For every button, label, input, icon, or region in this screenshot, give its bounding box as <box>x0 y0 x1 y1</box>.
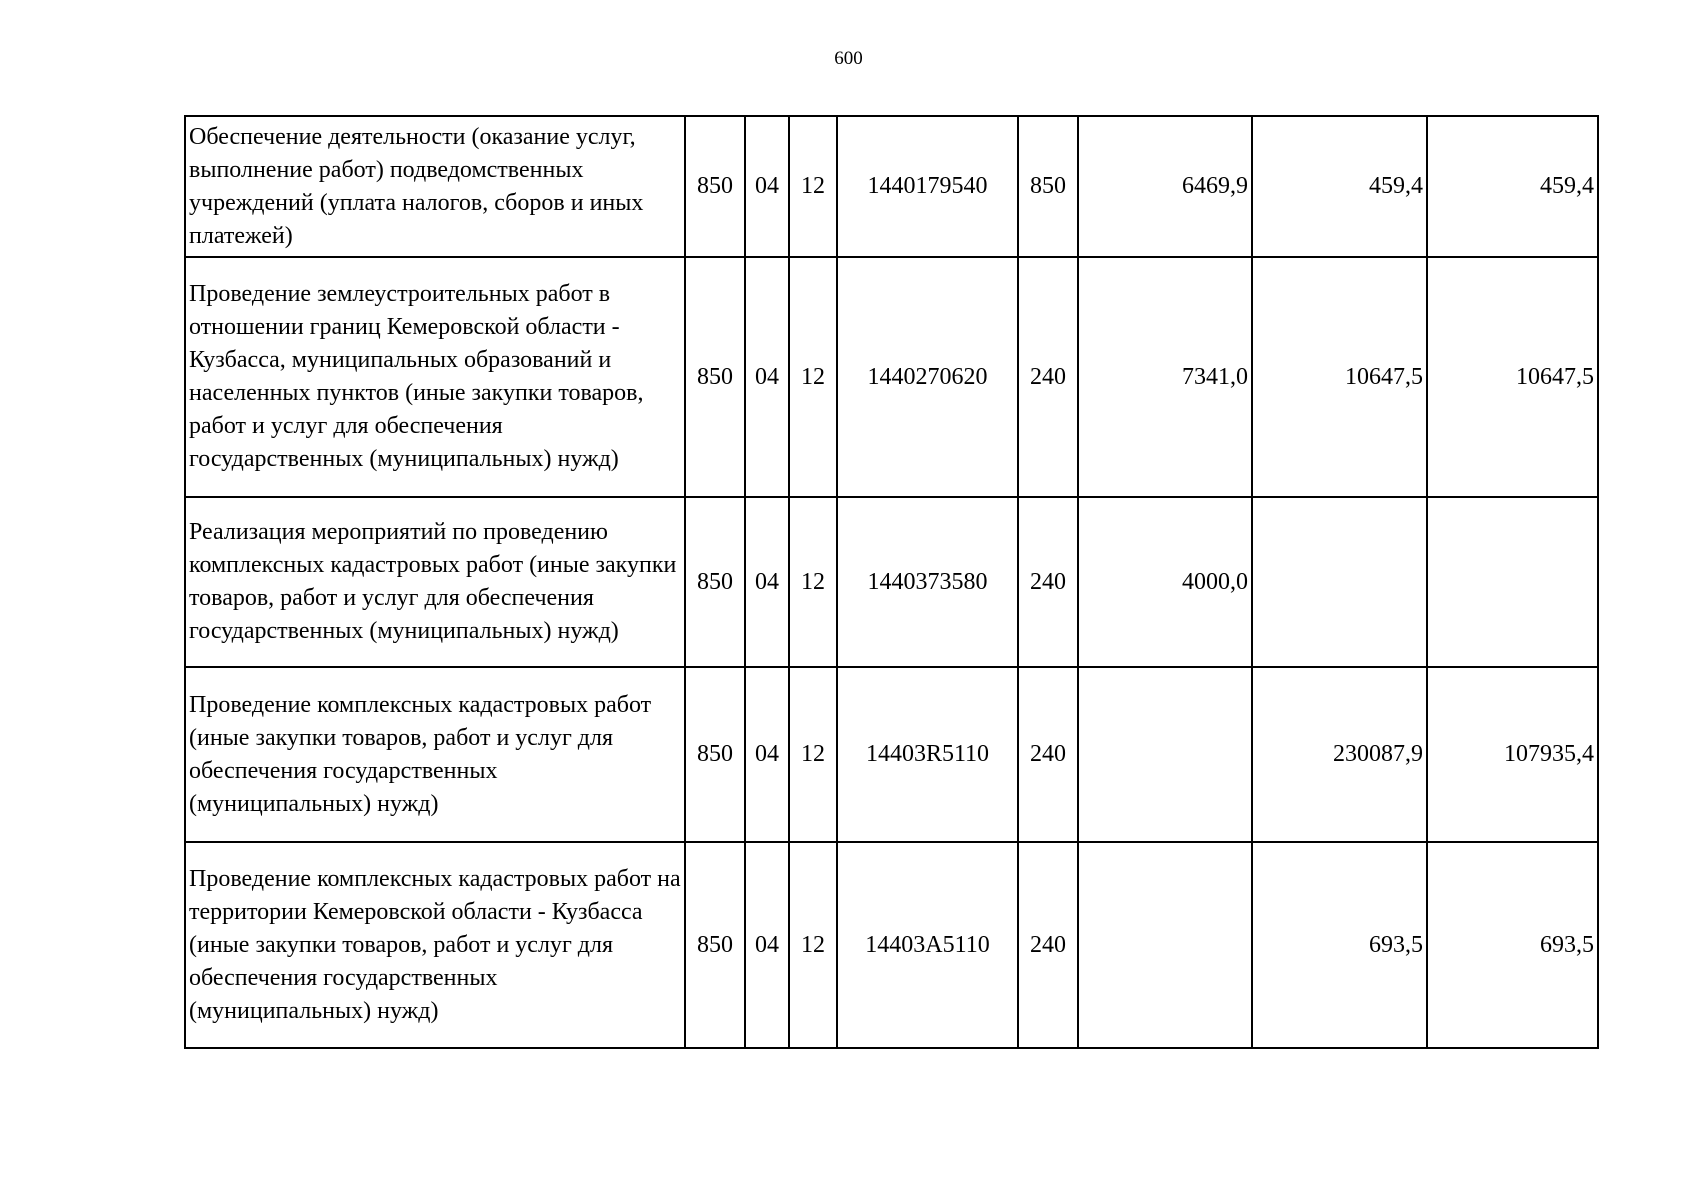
row-name: Проведение комплексных кадастровых работ (иные закупки товаров, работ и услуг для обеспечения государственных (муниципальных) нужд) <box>185 667 685 842</box>
table-row <box>185 842 1598 1048</box>
subsection-code: 12 <box>789 842 837 1048</box>
row-name: Проведение комплексных кадастровых работ на территории Кемеровской области - Кузбасса (иные закупки товаров, работ и услуг для обеспечения государственных (муниципальных) нужд) <box>185 842 685 1048</box>
target-article-code: 14403A5110 <box>837 842 1018 1048</box>
target-article-code: 1440270620 <box>837 257 1018 497</box>
page-number: 600 <box>834 48 863 69</box>
amount-2: 10647,5 <box>1252 257 1427 497</box>
target-article-code: 1440373580 <box>837 497 1018 667</box>
subsection-code: 12 <box>789 667 837 842</box>
expense-type-code: 240 <box>1018 497 1078 667</box>
expense-type-code: 240 <box>1018 842 1078 1048</box>
target-article-code: 1440179540 <box>837 116 1018 257</box>
amount-2: 693,5 <box>1252 842 1427 1048</box>
row-name: Реализация мероприятий по проведению комплексных кадастровых работ (иные закупки товаров, работ и услуг для обеспечения государственных (муниципальных) нужд) <box>185 497 685 667</box>
amount-3 <box>1427 497 1598 667</box>
table-row <box>185 497 1598 667</box>
subsection-code: 12 <box>789 497 837 667</box>
section-code: 04 <box>745 667 789 842</box>
budget-table <box>184 115 1599 1049</box>
amount-3: 459,4 <box>1427 116 1598 257</box>
amount-1: 7341,0 <box>1078 257 1252 497</box>
table-row <box>185 667 1598 842</box>
section-code: 04 <box>745 842 789 1048</box>
amount-1 <box>1078 667 1252 842</box>
amount-3: 693,5 <box>1427 842 1598 1048</box>
subsection-code: 12 <box>789 116 837 257</box>
target-article-code: 14403R5110 <box>837 667 1018 842</box>
row-name: Проведение землеустроительных работ в отношении границ Кемеровской области - Кузбасса, муниципальных образований и населенных пунктов (иные закупки товаров, работ и услуг для обеспечения государственных (муниципальных) нужд) <box>185 257 685 497</box>
amount-3: 10647,5 <box>1427 257 1598 497</box>
amount-1 <box>1078 842 1252 1048</box>
amount-2: 230087,9 <box>1252 667 1427 842</box>
ministry-code: 850 <box>685 257 745 497</box>
row-name: Обеспечение деятельности (оказание услуг, выполнение работ) подведомственных учреждений (уплата налогов, сборов и иных платежей) <box>185 116 685 257</box>
section-code: 04 <box>745 497 789 667</box>
table-row <box>185 257 1598 497</box>
amount-2: 459,4 <box>1252 116 1427 257</box>
ministry-code: 850 <box>685 116 745 257</box>
section-code: 04 <box>745 257 789 497</box>
amount-1: 4000,0 <box>1078 497 1252 667</box>
section-code: 04 <box>745 116 789 257</box>
amount-2 <box>1252 497 1427 667</box>
table-row <box>185 116 1598 257</box>
amount-3: 107935,4 <box>1427 667 1598 842</box>
ministry-code: 850 <box>685 497 745 667</box>
ministry-code: 850 <box>685 667 745 842</box>
ministry-code: 850 <box>685 842 745 1048</box>
expense-type-code: 240 <box>1018 667 1078 842</box>
expense-type-code: 240 <box>1018 257 1078 497</box>
subsection-code: 12 <box>789 257 837 497</box>
expense-type-code: 850 <box>1018 116 1078 257</box>
amount-1: 6469,9 <box>1078 116 1252 257</box>
